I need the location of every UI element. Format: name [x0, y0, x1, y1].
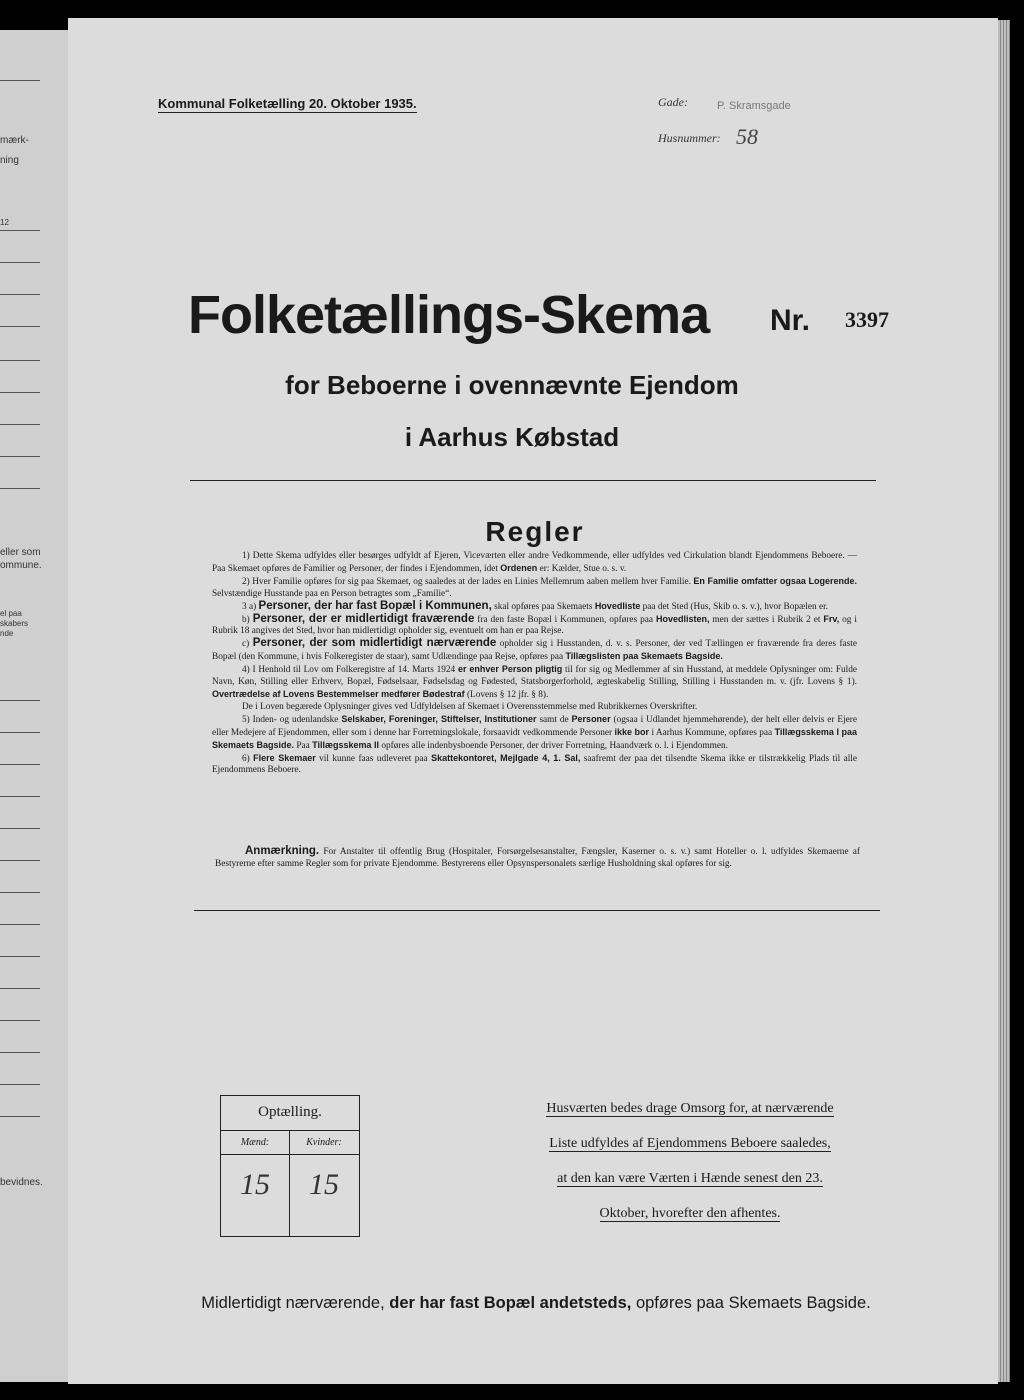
left-page-rule	[0, 1084, 40, 1085]
anmaerkning	[215, 846, 860, 871]
left-page-rule	[0, 988, 40, 989]
rule-3c: c) Personer, der som midlertidigt nærværende opholder sig i Husstanden, d. v. s. Personer, der ved Tællingen er fraværende fra deres faste Bopæl (den Kommune, i hvis Folkeregister de staar), samt Udlændinge paa Rejse, opføres paa Tillægslisten paa Skemaets Bagside.	[212, 637, 857, 663]
left-page-rule	[0, 764, 40, 765]
rules-text	[212, 551, 857, 777]
form-number-label: Nr.	[770, 304, 811, 337]
left-page-rule	[0, 732, 40, 733]
left-page-rule	[0, 828, 40, 829]
left-page-rule	[0, 860, 40, 861]
rule-4: 4) I Henhold til Lov om Folkeregistre af 14. Marts 1924 er enhver Person pligtig til for sig og Medlemmer af sin Husstand, at meddele Oplysninger om: Fulde Navn, Køn, Stilling eller Erhverv, Bopæl, Fødselsaar, Fødselsdag og Fødested, Statsborgerforhold, ægteskabelig Stilling, Stilling i Husstanden m. v. (jfr. Lovens § 1). Overtrædelse af Lovens Bestemmelser medfører Bødestraf (Lovens § 12 jfr. § 8).	[212, 664, 858, 700]
divider-line	[190, 480, 876, 481]
husnummer-label: Husnummer:	[658, 131, 721, 145]
left-page-rule	[0, 230, 40, 231]
rule-1: 1) Dette Skema udfyldes eller besørges udfyldt af Ejeren, Viceværten eller andre Vedkommende, eller udfyldes ved Cirkulation blandt Ejendommens Beboere. — Paa Skemaet opføres de Familier og Personer, der findes i Ejendommen, idet Ordenen er: Kælder, Stue o. s. v.	[212, 551, 857, 574]
left-page-fragment: nde	[0, 629, 14, 638]
left-page-fragment: ning	[0, 155, 19, 166]
anmaerkning-text: For Anstalter til offentlig Brug (Hospitaler, Forsørgelsesanstalter, Fængsler, Kaserner o. s. v.) samt Hoteller o. l. udfyldes Skemaerne af Bestyrerne efter samme Regler som for private Ejendomme. Bestyrerens eller Opsynspersonalets særlige Husholdning skal opføres for sig.	[215, 847, 860, 869]
rule-3b: b) Personer, der er midlertidigt fraværende fra den faste Bopæl i Kommunen, opføres paa Hovedlisten, men der sættes i Rubrik 2 et Frv, og i Rubrik 18 angives det Sted, hvor han midlertidigt opholder sig, eventuelt om han er paa Rejse.	[212, 612, 857, 637]
husnummer-value: 58	[736, 124, 758, 149]
page-edges	[998, 20, 1010, 1382]
form-number-value: 3397	[845, 307, 889, 332]
kvinder-label: Kvinder:	[306, 1137, 342, 1148]
left-page-rule	[0, 700, 40, 701]
left-page-rule	[0, 796, 40, 797]
note-line: Liste udfyldes af Ejendommens Beboere saaledes,	[549, 1136, 831, 1151]
kvinder-count: 15	[309, 1168, 339, 1201]
note-line: at den kan være Værten i Hænde senest den 23.	[557, 1171, 823, 1186]
anmaerkning-label: Anmærkning.	[245, 845, 320, 857]
left-page-rule	[0, 262, 40, 263]
left-page-rule	[0, 1052, 40, 1053]
left-page-rule	[0, 488, 40, 489]
left-page-rule	[0, 326, 40, 327]
left-page-rule	[0, 924, 40, 925]
rule-5: 5) Inden- og udenlandske Selskaber, Foreninger, Stiftelser, Institutioner samt de Personer (ogsaa i Udlandet hjemmehørende), der helt eller delvis er Ejere eller Medejere af Ejendommen, eller som i denne har Forretningslokale, forsaavidt vedkommende Personer ikke bor i Aarhus Kommune, opføres paa Tillægsskema I paa Skemaets Bagside. Paa Tillægsskema II opføres alle indenbysboende Personer, der driver Forretning, Haandværk o. l. i Ejendommen.	[212, 713, 858, 751]
gade-label: Gade:	[658, 95, 688, 109]
left-page-fragment: ommune.	[0, 560, 42, 571]
optaelling-divider	[221, 1154, 359, 1155]
left-page-fragment: 12	[0, 218, 9, 227]
optaelling-title: Optælling.	[258, 1104, 322, 1120]
gade-value: P. Skramsgade	[717, 100, 791, 112]
note-line: Oktober, hvorefter den afhentes.	[599, 1206, 781, 1221]
left-page-rule	[0, 892, 40, 893]
left-page-fragment: eller som	[0, 547, 41, 558]
left-page-rule	[0, 1020, 40, 1021]
rule-6: 6) Flere Skemaer vil kunne faas udleveret paa Skattekontoret, Mejlgade 4, 1. Sal, saafremt der paa det tilsendte Skema ikke er tilstrækkelig Plads til alle Ejendommens Beboere.	[212, 752, 858, 776]
left-page-rule	[0, 1116, 40, 1117]
rule-4-continued: De i Loven begærede Oplysninger gives ved Udfyldelsen af Skemaet i Overensstemmelse med Rubrikkernes Overskrifter.	[242, 701, 698, 712]
left-page-fragment: el paa	[0, 609, 22, 618]
left-page-rule	[0, 294, 40, 295]
maend-label: Mænd:	[240, 1137, 270, 1148]
left-page-rule	[0, 456, 40, 457]
optaelling-divider	[221, 1130, 359, 1131]
rules-heading: Regler	[485, 516, 585, 547]
rule-2: 2) Hver Familie opføres for sig paa Skemaet, og saaledes at der lades en Linies Mellemrum aaben mellem hver Familie. En Familie omfatter ogsaa Logerende. Selvstændige Husstande paa en Person betragtes som „Familie“.	[212, 575, 857, 599]
left-facing-page	[0, 30, 68, 1382]
form-subtitle-city: i Aarhus Købstad	[404, 422, 620, 452]
footer-instruction: Midlertidigt nærværende, der har fast Bopæl andetsteds, opføres paa Skemaets Bagside.	[201, 1294, 871, 1312]
maend-count: 15	[240, 1168, 270, 1201]
divider-line	[194, 910, 880, 911]
left-page-rule	[0, 956, 40, 957]
left-page-rule	[0, 360, 40, 361]
optaelling-box	[220, 1095, 360, 1237]
form-subtitle: for Beboerne i ovennævnte Ejendom	[285, 370, 739, 400]
census-header-title: Kommunal Folketælling 20. Oktober 1935.	[158, 96, 417, 111]
left-page-fragment: mærk-	[0, 135, 29, 146]
form-title: Folketællings-Skema	[188, 285, 710, 345]
left-page-fragment: skabers	[0, 619, 29, 628]
left-page-fragment: bevidnes.	[0, 1177, 43, 1188]
note-line: Husværten bedes drage Omsorg for, at nærværende	[546, 1101, 834, 1116]
rule-3a: 3 a) Personer, der har fast Bopæl i Kommunen, skal opføres paa Skemaets Hovedliste paa det Sted (Hus, Skib o. s. v.), hvor Bopælen er.	[242, 599, 828, 612]
left-page-rule	[0, 80, 40, 81]
